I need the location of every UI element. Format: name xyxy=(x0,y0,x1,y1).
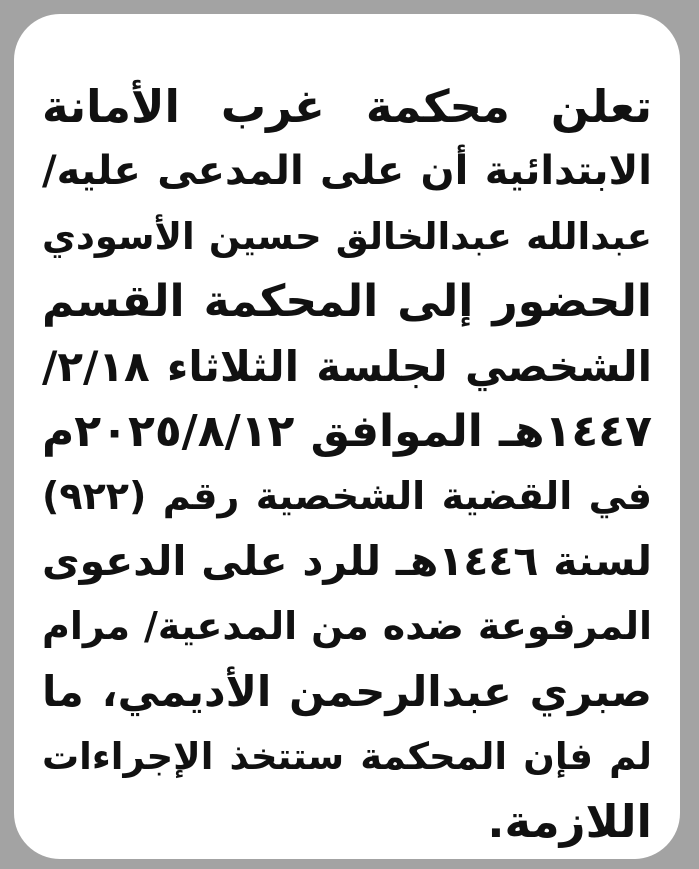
notice-text xyxy=(42,74,652,854)
notice-line-7: في القضية الشخصية رقم (٩٢٢) xyxy=(42,474,652,518)
notice-line-6: ١٤٤٧هـ الموافق ٢٠٢٥/٨/١٢م xyxy=(42,406,652,457)
notice-line-10: صبري عبدالرحمن الأديمي، ما xyxy=(42,667,652,716)
notice-line-9: المرفوعة ضده من المدعية/ مرام xyxy=(42,604,652,648)
notice-line-2: الابتدائية أن على المدعى عليه/ xyxy=(42,148,652,194)
notice-line-12: اللازمة. xyxy=(487,795,652,848)
notice-line-5: الشخصي لجلسة الثلاثاء ٢/١٨/ xyxy=(42,342,652,391)
notice-line-4: الحضور إلى المحكمة القسم xyxy=(42,276,652,327)
notice-card xyxy=(14,14,680,859)
notice-line-1: تعلن محكمة غرب الأمانة xyxy=(42,80,652,133)
notice-line-3: عبدالله عبدالخالق حسين الأسودي xyxy=(42,215,652,258)
notice-line-11: لم فإن المحكمة ستتخذ الإجراءات xyxy=(42,735,652,778)
notice-line-8: لسنة ١٤٤٦هـ للرد على الدعوى xyxy=(42,537,652,585)
